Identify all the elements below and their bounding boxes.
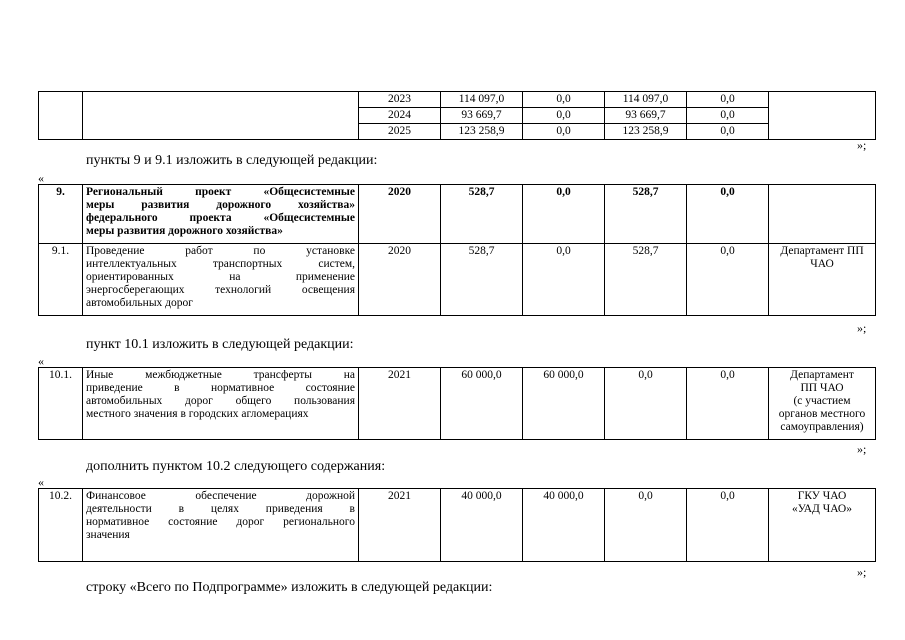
num-cell: 10.2. bbox=[39, 489, 83, 562]
year-cell: 2025 bbox=[359, 124, 441, 140]
total-cell: 40 000,0 bbox=[441, 489, 523, 562]
instruction-text: пункты 9 и 9.1 изложить в следующей редакции: bbox=[86, 153, 378, 168]
value-cell: 0,0 bbox=[687, 185, 769, 244]
value-cell: 0,0 bbox=[523, 92, 605, 108]
total-cell: 528,7 bbox=[441, 185, 523, 244]
name-line: ориентированных на применение bbox=[86, 271, 355, 283]
value-cell: 528,7 bbox=[605, 185, 687, 244]
value-cell: 60 000,0 bbox=[523, 368, 605, 440]
top-table bbox=[38, 91, 876, 140]
opening-quote: « bbox=[38, 475, 44, 489]
executor-line: органов местного bbox=[778, 408, 866, 420]
executor-cell bbox=[769, 489, 876, 562]
executor-line: ПП ЧАО bbox=[800, 382, 844, 394]
executor-line: ЧАО bbox=[810, 258, 834, 270]
opening-quote: « bbox=[38, 171, 44, 185]
name-line: Финансовое обеспечение дорожной bbox=[86, 490, 355, 502]
total-cell: 123 258,9 bbox=[441, 124, 523, 140]
num-cell: 9.1. bbox=[39, 244, 83, 316]
value-cell: 114 097,0 bbox=[605, 92, 687, 108]
name-cell bbox=[83, 489, 359, 562]
closing-quote: »; bbox=[857, 138, 867, 152]
executor-line: Департамент bbox=[790, 369, 854, 381]
executor-cell bbox=[769, 185, 876, 244]
value-cell: 123 258,9 bbox=[605, 124, 687, 140]
num-cell: 10.1. bbox=[39, 368, 83, 440]
value-cell: 0,0 bbox=[687, 108, 769, 124]
value-cell: 0,0 bbox=[687, 244, 769, 316]
table-row bbox=[39, 244, 876, 316]
value-cell: 0,0 bbox=[605, 489, 687, 562]
value-cell: 0,0 bbox=[523, 185, 605, 244]
executor-line: Департамент ПП bbox=[780, 245, 864, 257]
total-cell: 93 669,7 bbox=[441, 108, 523, 124]
num-cell: 9. bbox=[39, 185, 83, 244]
name-line: федерального проекта «Общесистемные bbox=[86, 212, 355, 224]
executor-line: «УАД ЧАО» bbox=[792, 503, 852, 515]
executor-line: самоуправления) bbox=[780, 421, 864, 433]
value-cell: 0,0 bbox=[687, 124, 769, 140]
executor-line: ГКУ ЧАО bbox=[797, 490, 847, 502]
total-cell: 528,7 bbox=[441, 244, 523, 316]
value-cell: 0,0 bbox=[523, 244, 605, 316]
num-cell bbox=[39, 92, 83, 140]
value-cell: 0,0 bbox=[523, 108, 605, 124]
year-cell: 2020 bbox=[359, 244, 441, 316]
name-line: местного значения в городских агломерациях bbox=[86, 408, 309, 420]
total-cell: 60 000,0 bbox=[441, 368, 523, 440]
name-line: меры развития дорожного хозяйства» bbox=[86, 225, 283, 237]
name-line: приведение в нормативное состояние bbox=[86, 382, 355, 394]
table-row bbox=[39, 489, 876, 562]
executor-line: (с участием bbox=[793, 395, 851, 407]
name-cell bbox=[83, 368, 359, 440]
opening-quote: « bbox=[38, 354, 44, 368]
name-cell bbox=[83, 244, 359, 316]
instruction-text: строку «Всего по Подпрограмме» изложить в следующей редакции: bbox=[86, 580, 493, 595]
year-cell: 2020 bbox=[359, 185, 441, 244]
value-cell: 528,7 bbox=[605, 244, 687, 316]
value-cell: 0,0 bbox=[687, 368, 769, 440]
table-item-10-1 bbox=[38, 367, 876, 440]
instruction-text: пункт 10.1 изложить в следующей редакции: bbox=[86, 337, 354, 352]
closing-quote: »; bbox=[857, 321, 867, 335]
name-line: интеллектуальных транспортных систем, bbox=[86, 258, 355, 270]
value-cell: 0,0 bbox=[687, 489, 769, 562]
table-row bbox=[39, 185, 876, 244]
table-row bbox=[39, 92, 876, 108]
table-row bbox=[39, 368, 876, 440]
name-cell bbox=[83, 185, 359, 244]
name-line: Проведение работ по установке bbox=[86, 245, 355, 257]
total-cell: 114 097,0 bbox=[441, 92, 523, 108]
value-cell: 0,0 bbox=[687, 92, 769, 108]
name-cell bbox=[83, 92, 359, 140]
value-cell: 0,0 bbox=[523, 124, 605, 140]
table-items-9 bbox=[38, 184, 876, 316]
executor-cell bbox=[769, 92, 876, 140]
name-line: меры развития дорожного хозяйства» bbox=[86, 199, 355, 211]
year-cell: 2021 bbox=[359, 368, 441, 440]
value-cell: 93 669,7 bbox=[605, 108, 687, 124]
value-cell: 0,0 bbox=[605, 368, 687, 440]
name-line: автомобильных дорог общего пользования bbox=[86, 395, 355, 407]
name-line: деятельности в целях приведения в bbox=[86, 503, 355, 515]
closing-quote: »; bbox=[857, 565, 867, 579]
table-item-10-2 bbox=[38, 488, 876, 562]
year-cell: 2021 bbox=[359, 489, 441, 562]
executor-cell bbox=[769, 368, 876, 440]
year-cell: 2024 bbox=[359, 108, 441, 124]
closing-quote: »; bbox=[857, 442, 867, 456]
instruction-text: дополнить пунктом 10.2 следующего содержания: bbox=[86, 459, 386, 474]
name-line: значения bbox=[86, 529, 130, 541]
year-cell: 2023 bbox=[359, 92, 441, 108]
name-line: Региональный проект «Общесистемные bbox=[86, 186, 355, 198]
value-cell: 40 000,0 bbox=[523, 489, 605, 562]
name-line: энергосберегающих технологий освещения bbox=[86, 284, 355, 296]
executor-cell bbox=[769, 244, 876, 316]
name-line: автомобильных дорог bbox=[86, 297, 193, 309]
name-line: нормативное состояние дорог регионального bbox=[86, 516, 355, 528]
name-line: Иные межбюджетные трансферты на bbox=[86, 369, 355, 381]
